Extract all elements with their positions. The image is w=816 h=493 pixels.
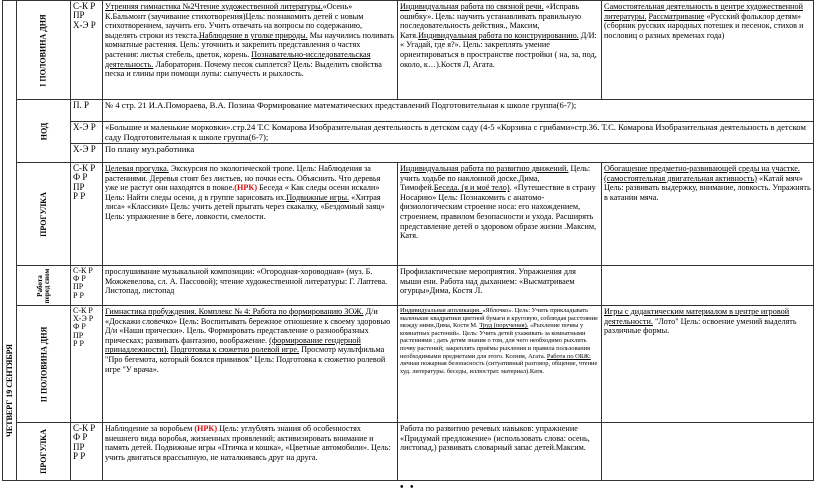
text-segment: (формирование гендерной принадлежности). bbox=[105, 335, 361, 355]
cell-text bbox=[400, 307, 599, 375]
row7-col1 bbox=[103, 423, 398, 481]
row4-col3 bbox=[602, 163, 814, 266]
text-segment: Индивидуальная работа по конструированию. bbox=[418, 30, 579, 40]
text-segment: Труд (поручения). bbox=[479, 322, 529, 330]
text-segment: Обогащение предметно-развивающей среды на участке. (самостоятельная двигательная активность) bbox=[604, 164, 800, 183]
codes-text: С-К Р Ф Р ПР Р Р bbox=[73, 266, 93, 300]
section-label: ПРОГУЛКА bbox=[38, 191, 48, 237]
row0-col2 bbox=[398, 1, 602, 100]
section-walk1 bbox=[17, 163, 71, 266]
cell-text bbox=[400, 2, 599, 69]
cell-text bbox=[604, 2, 811, 40]
area-codes bbox=[71, 163, 103, 266]
text-segment: "Лото" Цель: освоение умений выделять различные формы. bbox=[604, 316, 797, 336]
text-segment: «Исправь ошибку». Цель: научить устанавливать правильную последовательность действия., Максим, Катя. bbox=[400, 2, 582, 40]
text-segment: «Яблочко». Цель: Учить прикладывать маленькие квадратики цветной бумаги в круговую, соблюдая расстояние между ними.Дима, Костя М. bbox=[400, 307, 598, 330]
codes-text: С-К Р ПР Х-Э Р bbox=[73, 1, 96, 30]
section-label: НОД bbox=[39, 122, 48, 140]
cell-text bbox=[400, 164, 599, 241]
text-segment: Мы научились поливать комнатные растения. Цель: уточнить и закрепить представления о частях растения: листья стебель, цветок, корень. bbox=[105, 30, 394, 59]
row0-col1 bbox=[103, 1, 398, 100]
text-segment: «Осень» К.Бальмонт (заучивание стихотворения) bbox=[105, 2, 353, 21]
cell-text: По плану муз.работника bbox=[105, 144, 195, 154]
row5-col1 bbox=[103, 266, 398, 306]
text-segment: Цель: познакомить детей с новым стихотворением, заучить его. Учить отвечать на вопросы по содержанию, выделять строки из текста. bbox=[105, 11, 364, 40]
text-segment: Просмотр мультфильма "Про бегемота, который боялся прививок" Цель: Подготовка к сюжетно ролевой игре "У врача». bbox=[105, 345, 386, 374]
row6-col1 bbox=[103, 306, 398, 423]
text-segment: Подготовка к сюжетно ролевой игре. bbox=[170, 345, 300, 355]
section-walk2 bbox=[17, 423, 71, 481]
date-label: ЧЕТВЕРГ 19 СЕНТЯБРЯ bbox=[5, 344, 15, 437]
row6-col2 bbox=[398, 306, 602, 423]
nod-row-3 bbox=[103, 144, 814, 163]
text-segment: Познавательно-исследовательская деятельность. bbox=[105, 49, 371, 69]
text-segment: Д/и «Доскажи словечко» Цель: Воспитывать бережное отношение к своему здоровью bbox=[105, 307, 391, 326]
text-segment: Подвижные игры. bbox=[286, 192, 350, 202]
nod-row-2 bbox=[103, 122, 814, 144]
date-column bbox=[3, 1, 17, 481]
text-segment: (НРК) bbox=[234, 183, 258, 193]
area-codes bbox=[71, 266, 103, 306]
text-segment: Самостоятельная деятельность в центре художественной литературы. bbox=[604, 2, 803, 21]
text-segment: Наблюдение в уголке природы. bbox=[198, 30, 308, 40]
cell-text bbox=[604, 164, 811, 202]
cell-text bbox=[604, 307, 811, 336]
codes-text: Х-Э Р bbox=[73, 144, 96, 154]
codes-text: С-К Р Х-Э Р Ф Р ПР Р Р bbox=[73, 306, 94, 348]
text-segment: Цель: учить ходьбе по наклонной доске.Дима, Тимофей. bbox=[400, 164, 591, 193]
text-segment: Индивидуальная работа по развитию движений. bbox=[400, 164, 569, 173]
cell-text: «Большие и маленькие морковки».стр.24 Т.С Комарова Изобразительная деятельность в детском саду (4-5 «Корзина с грибами»стр.36. Т.С. Комарова Изобразительная деятельность в детском саду Подготовительная к школе группа(6-7); bbox=[105, 122, 806, 142]
text-segment: Беседа « Как следы осени искали» Цель: Найти следы осени, д в группе зарисовать их. bbox=[105, 183, 380, 202]
text-segment: . «Путешествие в страну Носарию» Цель: Познакомить с анатомо-физиологическим строение носа: его нахождением, строением, правилом безопасности и ухода. Расширять представление детей о здоровом образе жизни .Максим, Катя. bbox=[400, 183, 597, 241]
section-half2 bbox=[17, 306, 71, 423]
area-codes bbox=[71, 100, 103, 122]
nod-row-1 bbox=[103, 100, 814, 122]
row5-col3 bbox=[602, 266, 814, 306]
text-segment: Индивидуальная работа по связной речи. bbox=[400, 2, 544, 11]
row7-col3 bbox=[602, 423, 814, 481]
text-segment: Лаборатория. Почему песок сыплется? Цель: Выделить свойства песка и глины при помощи лупы: сыпучесть и рыхлость. bbox=[105, 59, 382, 79]
row4-col2 bbox=[398, 163, 602, 266]
cell-text bbox=[105, 164, 395, 222]
area-codes bbox=[71, 144, 103, 163]
text-segment: Утренняя гимнастика №2Чтение художественной литературы. bbox=[105, 2, 323, 11]
text-segment: Беседа. (я и моё тело) bbox=[433, 183, 510, 193]
text-segment: личная пожарная безопасность (ситуативный разговор, общение, чтение худ. литературы. беседы, иллюстрат. материал).Катя. bbox=[400, 360, 598, 375]
text-segment: Д/И: « Угадай, где я?». Цель: закреплять умение ориентироваться в пространстве постройки ( на, за, под, около, к…).Костя Л, Агата. bbox=[400, 30, 597, 69]
text-segment: Экскурсия по экологической тропе. Цель: Наблюдения за растениями. Деревья стоят без листьев, но почки есть. Объяснить. Что деревья уже не растут они находятся в покое. bbox=[105, 164, 381, 193]
text-segment: Цель: углублять знания об особенностях внешнего вида воробья, жизненных проявлений; активизировать внимание и память детей. Подвижные игры «Птичка и кошка», «Цветные автомобили». Цель: учить двигаться врассыпную, не наталкиваясь друг на друга. bbox=[105, 424, 391, 462]
text-segment: Наблюдение за воробьем bbox=[105, 424, 195, 433]
cell-text bbox=[105, 267, 395, 296]
text-segment: Рассматривание bbox=[648, 11, 705, 21]
text-segment: Игры с дидактическим материалом в центре игровой деятельности. bbox=[604, 307, 790, 326]
text-segment: Работа по развитию речевых навыков: упражнение «Придумай предложение» (использовать слова: осень, листопад,) развивать словарный запас детей.Максим. bbox=[400, 424, 590, 453]
codes-text: Х-Э Р bbox=[73, 122, 96, 132]
page-dots: • • bbox=[400, 482, 416, 493]
cell-text bbox=[105, 307, 395, 374]
cell-text: № 4 стр. 21 И.А.Помораева, В.А. Позина Формирование математических представлений Подготовительная к школе группа(6-7); bbox=[105, 100, 577, 110]
cell-text bbox=[105, 2, 395, 79]
cell-text bbox=[105, 424, 395, 462]
codes-text: С-К Р Ф Р ПР Р Р bbox=[73, 163, 96, 202]
row7-col2 bbox=[398, 423, 602, 481]
section-label: I ПОЛОВИНА ДНЯ bbox=[39, 13, 48, 87]
section-label: Работа перед сном bbox=[35, 268, 51, 303]
text-segment: Целевая прогулка. bbox=[105, 164, 169, 173]
text-segment: Индивидуальная аппликация. bbox=[400, 307, 483, 314]
section-nod bbox=[17, 100, 71, 163]
text-segment: Гимнастика пробуждения. Комплекс № 4: Работа по формированию ЗОЖ. bbox=[105, 307, 364, 316]
area-codes bbox=[71, 1, 103, 100]
section-half1 bbox=[17, 1, 71, 100]
section-label: ПРОГУЛКА bbox=[38, 429, 48, 474]
area-codes bbox=[71, 306, 103, 423]
row0-col3 bbox=[602, 1, 814, 100]
text-segment: «Катай мяч» Цель: развивать выдержку, внимание, ловкость. Упражнять в катании мяча. bbox=[604, 173, 811, 202]
text-segment: Профилактические мероприятия. Упражнения для мыши ени. Работа над дыханием: «Высматриваем огурцы»Дима, Костя Л. bbox=[400, 267, 576, 296]
text-segment: Работа по ОБЖ: bbox=[546, 352, 591, 360]
text-segment: прослушивание музыкальной композиции: «Огородная-хороводная» (муз. Б. Можжевелова, сл. А. Пассовой); чтение художественной литературы: Г. Лаптева. Листопад, листопад bbox=[105, 267, 388, 296]
area-codes bbox=[71, 122, 103, 144]
plan-table bbox=[2, 0, 814, 481]
section-label: II ПОЛОВИНА ДНЯ bbox=[39, 326, 48, 402]
area-codes bbox=[71, 423, 103, 481]
row6-col3 bbox=[602, 306, 814, 423]
row4-col1 bbox=[103, 163, 398, 266]
cell-text bbox=[400, 424, 599, 453]
codes-text: С-К Р Ф Р ПР Р Р bbox=[73, 423, 96, 462]
section-work bbox=[17, 266, 71, 306]
text-segment: «Рыхление почвы у комнатных растений». Цель: Учить детей ухаживать за комнатными растениями ; дать детям знания о том, для чего необходимо рыхлить почву растений; закреплять приёмы рыхления и правила пользования необходимыми предметами для этого. Ксения, Агата. bbox=[400, 322, 591, 360]
text-segment: (НРК) bbox=[194, 424, 218, 433]
text-segment: «Русский фольклор детям» (сборник русских народных потешек и песенок, стихов и пословиц о разных временах года) bbox=[604, 11, 804, 40]
text-segment: «Хитрая лиса» «Классики» Цель: учить детей прыгать через скакалку, «Бездомный заяц» Цель: упражнение в беге, ловкости, смелости. bbox=[105, 192, 385, 221]
codes-text: П. Р bbox=[73, 100, 90, 110]
row5-col2 bbox=[398, 266, 602, 306]
text-segment: Д/и «Наши прически». Цель. Формировать представление о разнообразных прическах; развивать фантазию, воображение. bbox=[105, 326, 369, 345]
cell-text bbox=[400, 267, 599, 296]
